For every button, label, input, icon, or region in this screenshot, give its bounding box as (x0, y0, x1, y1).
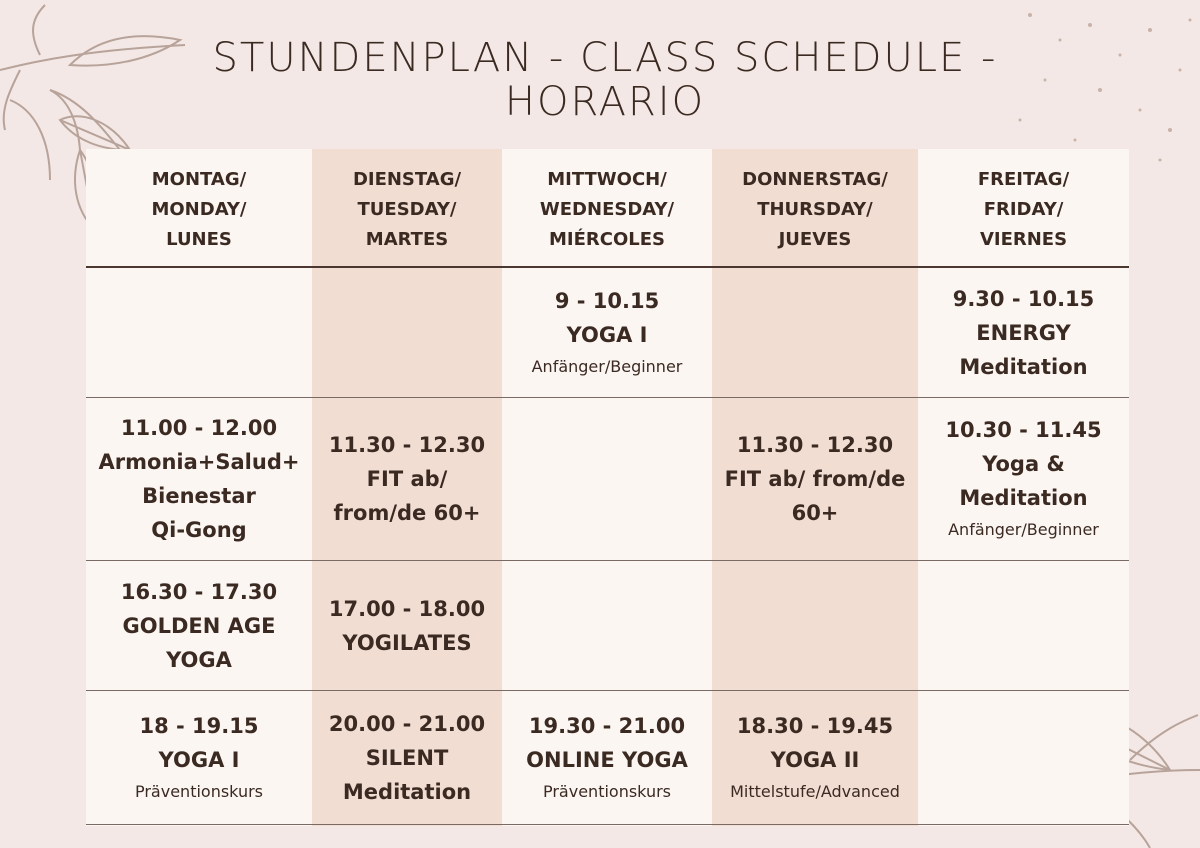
class-slot-wednesday (502, 268, 712, 397)
class-name: GOLDEN AGE (122, 613, 276, 638)
day-header-thursday (712, 151, 918, 268)
class-slot-thursday (712, 398, 918, 560)
class-name: YOGILATES (342, 630, 472, 655)
class-name: YOGA II (770, 747, 860, 772)
day-header-friday (918, 151, 1129, 268)
class-name: Bienestar (142, 484, 256, 508)
class-slot-wednesday (502, 691, 712, 824)
class-time: 11.30 - 12.30 (736, 433, 894, 457)
day-header-monday (86, 151, 312, 268)
page-title: STUNDENPLAN - CLASS SCHEDULE - HORARIO (212, 35, 998, 125)
row-divider (86, 824, 1129, 825)
day-header-wednesday (502, 151, 712, 268)
class-slot-monday (86, 691, 312, 824)
class-time: 18.30 - 19.45 (736, 713, 894, 738)
class-slot-tuesday (312, 268, 502, 397)
class-time: 11.00 - 12.00 (120, 416, 278, 440)
class-time: 9 - 10.15 (554, 288, 660, 313)
class-name: FIT ab/ from/de (724, 467, 906, 491)
day-header-line: JUEVES (778, 228, 852, 250)
day-header-line: MONDAY/ (151, 198, 247, 220)
class-level: Präventionskurs (542, 781, 671, 801)
class-slot-thursday (712, 561, 918, 690)
class-slot-friday (918, 561, 1129, 690)
class-slot-wednesday (502, 398, 712, 560)
class-name: YOGA I (566, 322, 648, 347)
schedule-table (86, 149, 1129, 826)
class-slot-tuesday (312, 561, 502, 690)
class-slot-tuesday (312, 691, 502, 824)
class-name: Meditation (342, 779, 472, 804)
class-name: FIT ab/ (366, 467, 448, 491)
class-name: Meditation (959, 486, 1088, 510)
class-slot-thursday (712, 691, 918, 824)
class-name: Armonia+Salud+ (98, 450, 300, 474)
class-name: YOGA (166, 647, 232, 672)
class-level: Anfänger/Beginner (948, 520, 1099, 539)
day-header-line: MIÉRCOLES (548, 228, 665, 250)
class-time: 10.30 - 11.45 (945, 418, 1102, 442)
day-header-line: TUESDAY/ (357, 198, 457, 220)
day-header-line: FRIDAY/ (983, 198, 1064, 220)
class-slot-friday (918, 398, 1129, 560)
class-slot-thursday (712, 268, 918, 397)
class-slot-friday (918, 268, 1129, 397)
class-slot-friday (918, 691, 1129, 824)
class-level: Präventionskurs (134, 781, 263, 801)
class-time: 18 - 19.15 (139, 713, 259, 738)
class-name: ENERGY (976, 320, 1071, 345)
class-name: Yoga & (982, 452, 1065, 476)
class-slot-wednesday (502, 561, 712, 690)
class-time: 17.00 - 18.00 (328, 596, 486, 621)
class-time: 19.30 - 21.00 (528, 713, 686, 738)
class-name: YOGA I (158, 747, 240, 772)
day-header-line: LUNES (166, 228, 232, 250)
day-header-line: FREITAG/ (977, 168, 1070, 190)
class-name: SILENT (365, 745, 449, 770)
class-time: 20.00 - 21.00 (328, 711, 486, 736)
class-name: 60+ (791, 501, 839, 525)
class-slot-tuesday (312, 398, 502, 560)
day-header-tuesday (312, 151, 502, 268)
class-name: ONLINE YOGA (526, 747, 688, 772)
day-header-line: THURSDAY/ (757, 198, 873, 220)
class-level: Mittelstufe/Advanced (730, 781, 900, 801)
class-name: from/de 60+ (333, 501, 481, 525)
class-slot-monday (86, 561, 312, 690)
class-slot-monday (86, 398, 312, 560)
class-slot-monday (86, 268, 312, 397)
class-time: 11.30 - 12.30 (328, 433, 486, 457)
class-time: 16.30 - 17.30 (120, 579, 278, 604)
day-header-line: MARTES (365, 228, 449, 250)
class-name: Qi-Gong (151, 518, 247, 542)
class-name: Meditation (959, 354, 1088, 379)
day-header-line: WEDNESDAY/ (539, 198, 675, 220)
day-header-line: MONTAG/ (151, 168, 247, 190)
day-header-line: VIERNES (979, 228, 1068, 250)
day-header-line: DIENSTAG/ (352, 168, 462, 190)
day-header-line: DONNERSTAG/ (742, 168, 888, 190)
day-header-line: MITTWOCH/ (547, 168, 667, 190)
class-time: 9.30 - 10.15 (952, 286, 1095, 311)
class-level: Anfänger/Beginner (531, 356, 683, 376)
